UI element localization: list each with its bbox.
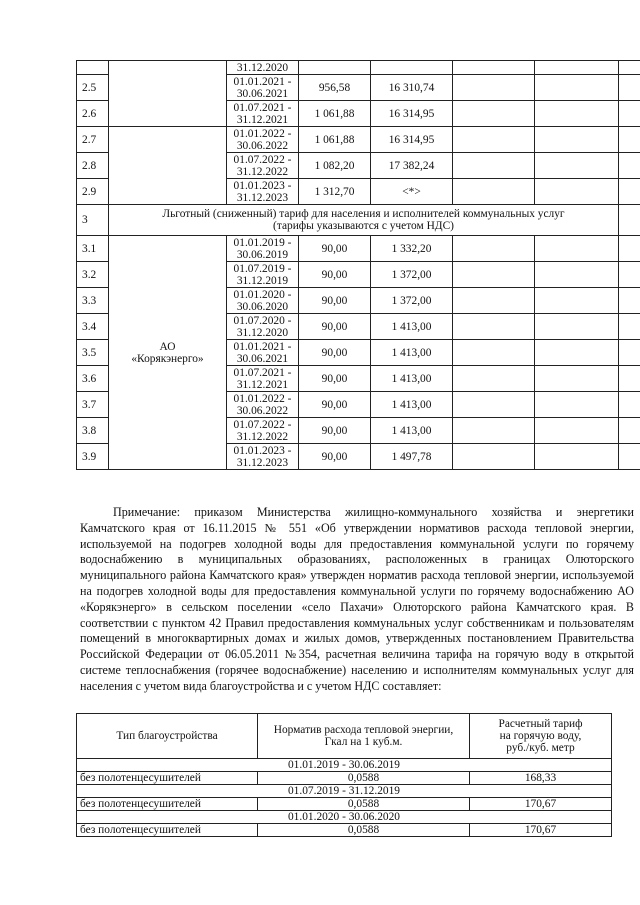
value-cell-2: 1 332,20 — [371, 236, 453, 262]
period-cell: 01.07.2020 - 31.12.2020 — [227, 314, 299, 340]
value-cell-1: 1 082,20 — [299, 153, 371, 179]
row-number: 3.9 — [77, 444, 109, 470]
period-cell: 01.01.2021 - 30.06.2021 — [227, 75, 299, 101]
period-cell: 31.12.2020 — [227, 61, 299, 75]
table-row — [77, 127, 640, 153]
period-cell: 01.07.2021 - 31.12.2021 — [227, 366, 299, 392]
row-number: 3.8 — [77, 418, 109, 444]
row-number: 3.7 — [77, 392, 109, 418]
row-number: 2.5 — [77, 75, 109, 101]
value-cell-1: 90,00 — [299, 288, 371, 314]
row-number: 2.7 — [77, 127, 109, 153]
value-cell-1: 90,00 — [299, 262, 371, 288]
header-type: Тип благоустройства — [77, 714, 258, 759]
period-row — [77, 785, 612, 798]
period-cell: 01.01.2022 - 30.06.2022 — [227, 392, 299, 418]
value-cell-2: 1 413,00 — [371, 314, 453, 340]
period-row — [77, 811, 612, 824]
section-title: Льготный (сниженный) тариф для населения и исполнителей коммунальных услуг (тарифы указываются с учетом НДС) — [109, 205, 619, 236]
period-cell: 01.01.2022 - 30.06.2022 — [227, 127, 299, 153]
period-cell: 01.01.2020 - 30.06.2020 — [227, 288, 299, 314]
period-cell: 01.01.2021 - 30.06.2021 — [227, 340, 299, 366]
value-cell-2: 16 310,74 — [371, 75, 453, 101]
row-number: 3.1 — [77, 236, 109, 262]
period-cell: 01.01.2023 - 31.12.2023 — [227, 179, 299, 205]
header-tariff: Расчетный тариф на горячую воду, руб./куб. метр — [470, 714, 612, 759]
value-cell-1: 90,00 — [299, 314, 371, 340]
period-label: 01.01.2020 - 30.06.2020 — [77, 811, 612, 824]
row-number: 2.8 — [77, 153, 109, 179]
value-cell-2: 1 413,00 — [371, 392, 453, 418]
norm-cell: 0,0588 — [258, 798, 470, 811]
value-cell-1: 90,00 — [299, 392, 371, 418]
period-label: 01.07.2019 - 31.12.2019 — [77, 785, 612, 798]
period-cell: 01.07.2019 - 31.12.2019 — [227, 262, 299, 288]
value-cell-2: 16 314,95 — [371, 101, 453, 127]
value-cell-2: 1 497,78 — [371, 444, 453, 470]
table-row — [77, 61, 640, 75]
section-header-row — [77, 205, 640, 236]
row-number: 3 — [77, 205, 109, 236]
norm-cell: 0,0588 — [258, 824, 470, 837]
value-cell-2: 1 372,00 — [371, 262, 453, 288]
row-number: 2.9 — [77, 179, 109, 205]
value-cell-1: 1 061,88 — [299, 127, 371, 153]
value-cell-1: 90,00 — [299, 444, 371, 470]
value-cell-1: 956,58 — [299, 75, 371, 101]
table-row — [77, 798, 612, 811]
value-cell-2: 16 314,95 — [371, 127, 453, 153]
value-cell-1: 90,00 — [299, 236, 371, 262]
value-cell-2: 17 382,24 — [371, 153, 453, 179]
norm-cell: 0,0588 — [258, 772, 470, 785]
tariff-cell: 170,67 — [470, 798, 612, 811]
value-cell-1: 1 312,70 — [299, 179, 371, 205]
header-row — [77, 714, 612, 759]
tariff-table — [76, 60, 640, 470]
type-cell: без полотенцесушителей — [77, 824, 258, 837]
note-paragraph: Примечание: приказом Министерства жилищно-коммунального хозяйства и энергетики Камчатского края от 16.11.2015 № 551 «Об утверждении нормативов расхода тепловой энергии, используемой на подогрев холодной воды для предоставления коммунальной услуги по горячему водоснабжению в муниципальных образованиях, расположенных в границах Олюторского муниципального района Камчатского края» утвержден норматив расхода тепловой энергии, используемой на подогрев холодной воды для предоставления коммунальной услуги по горячему водоснабжению АО «Корякэнерго» в сельском поселении «село Пахачи» Олюторского района Камчатского края. В соответствии с пунктом 42 Правил предоставления коммунальных услуг собственникам и пользователям помещений в многоквартирных домах и жилых домов, утвержденных постановлением Правительства Российской Федерации от 06.05.2011 №354, расчетная величина тарифа на горячую воду в открытой системе теплоснабжения (горячее водоснабжение) населению и исполнителям коммунальных услуг для населения с учетом вида благоустройства и с учетом НДС составляет: — [80, 505, 634, 693]
period-cell: 01.07.2022 - 31.12.2022 — [227, 153, 299, 179]
row-number: 3.6 — [77, 366, 109, 392]
value-cell-2: 1 413,00 — [371, 340, 453, 366]
value-cell-2: 1 413,00 — [371, 418, 453, 444]
row-number: 3.3 — [77, 288, 109, 314]
tariff-cell: 170,67 — [470, 824, 612, 837]
row-number: 3.2 — [77, 262, 109, 288]
value-cell-1: 90,00 — [299, 418, 371, 444]
table-row — [77, 236, 640, 262]
period-cell: 01.01.2019 - 30.06.2019 — [227, 236, 299, 262]
period-row — [77, 759, 612, 772]
row-number: 2.6 — [77, 101, 109, 127]
header-norm: Норматив расхода тепловой энергии, Гкал на 1 куб.м. — [258, 714, 470, 759]
table-row — [77, 824, 612, 837]
period-label: 01.01.2019 - 30.06.2019 — [77, 759, 612, 772]
tariff-cell: 168,33 — [470, 772, 612, 785]
value-cell-1: 90,00 — [299, 340, 371, 366]
value-cell-2: 1 413,00 — [371, 366, 453, 392]
type-cell: без полотенцесушителей — [77, 772, 258, 785]
type-cell: без полотенцесушителей — [77, 798, 258, 811]
organization-cell: АО «Корякэнерго» — [109, 236, 227, 470]
row-number: 3.5 — [77, 340, 109, 366]
period-cell: 01.07.2022 - 31.12.2022 — [227, 418, 299, 444]
period-cell: 01.07.2021 - 31.12.2021 — [227, 101, 299, 127]
value-cell-1: 90,00 — [299, 366, 371, 392]
value-cell-2: <*> — [371, 179, 453, 205]
row-number: 3.4 — [77, 314, 109, 340]
value-cell-2: 1 372,00 — [371, 288, 453, 314]
value-cell-1: 1 061,88 — [299, 101, 371, 127]
norm-table — [76, 713, 612, 837]
table-row — [77, 772, 612, 785]
period-cell: 01.01.2023 - 31.12.2023 — [227, 444, 299, 470]
